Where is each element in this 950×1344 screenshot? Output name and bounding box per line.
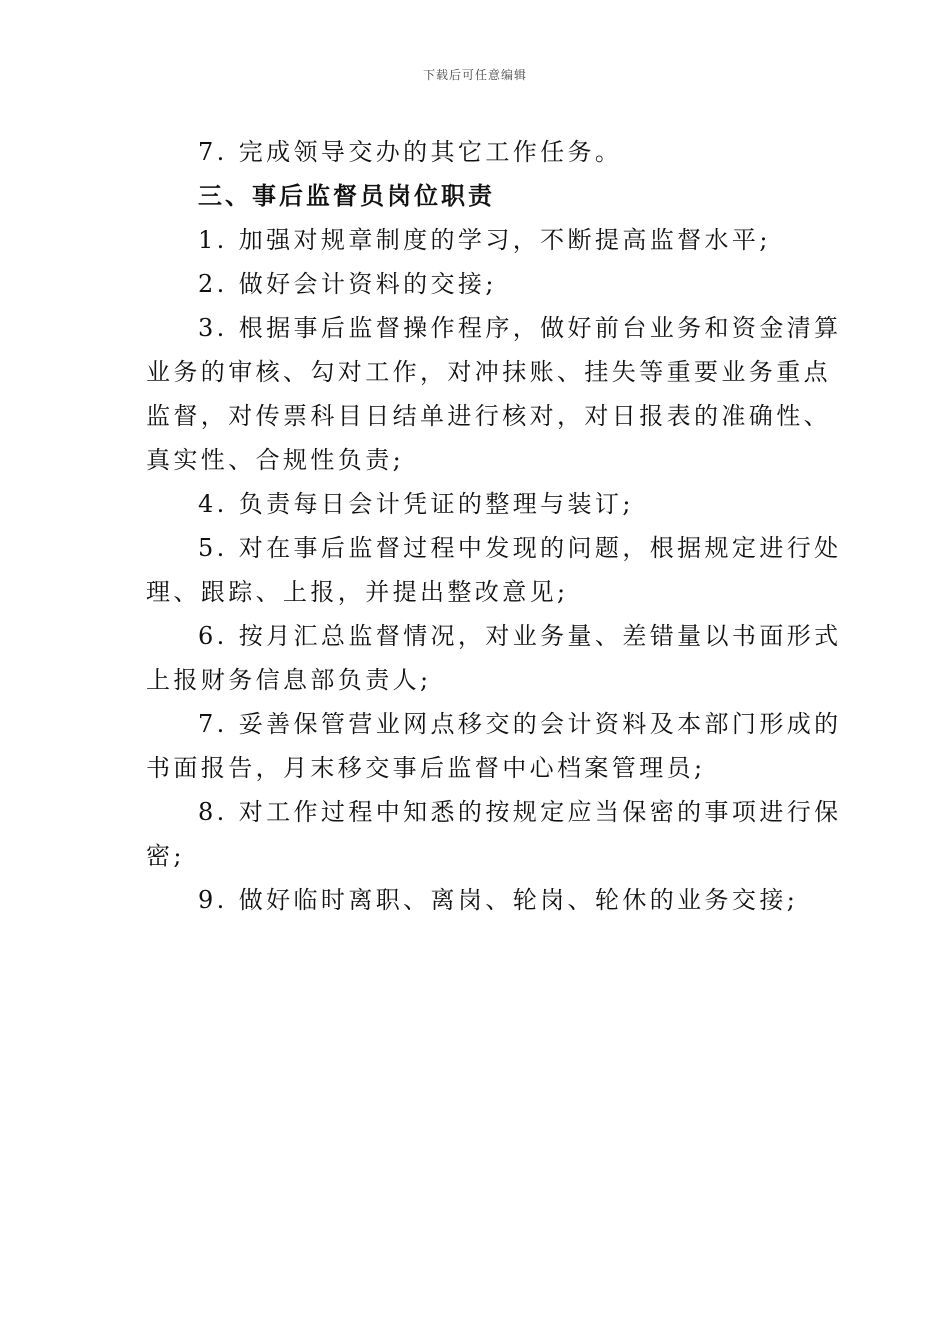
duty-item-7-line-2: 书面报告，月末移交事后监督中心档案管理员;: [146, 754, 706, 782]
list-item-previous-7: 7. 完成领导交办的其它工作任务。: [198, 138, 623, 166]
duty-item-3-line-4: 真实性、合规性负责;: [146, 446, 405, 474]
document-body: [146, 130, 842, 922]
duty-item-6-line-2: 上报财务信息部负责人;: [146, 666, 432, 694]
duty-item-3-line-3: 监督，对传票科目日结单进行核对，对日报表的准确性、: [146, 402, 831, 430]
duty-item-6-line-1: 6. 按月汇总监督情况，对业务量、差错量以书面形式: [198, 622, 842, 650]
duty-item-8-line-2: 密;: [146, 842, 185, 870]
page-header: 下载后可任意编辑: [422, 68, 527, 82]
duty-item-7-line-1: 7. 妥善保管营业网点移交的会计资料及本部门形成的: [198, 710, 842, 738]
duty-item-3-line-2: 业务的审核、勾对工作，对冲抹账、挂失等重要业务重点: [146, 358, 831, 386]
section-heading: 三、事后监督员岗位职责: [198, 181, 495, 210]
duty-item-4: 4. 负责每日会计凭证的整理与装订;: [198, 490, 634, 518]
duty-item-5-line-2: 理、跟踪、上报，并提出整改意见;: [146, 578, 569, 606]
duty-item-5-line-1: 5. 对在事后监督过程中发现的问题，根据规定进行处: [198, 534, 842, 562]
duty-item-9: 9. 做好临时离职、离岗、轮岗、轮休的业务交接;: [198, 886, 799, 914]
duty-item-1: 1. 加强对规章制度的学习，不断提高监督水平;: [198, 226, 771, 254]
duty-item-2: 2. 做好会计资料的交接;: [198, 270, 497, 298]
duty-item-3-line-1: 3. 根据事后监督操作程序，做好前台业务和资金清算: [198, 314, 842, 342]
duty-item-8-line-1: 8. 对工作过程中知悉的按规定应当保密的事项进行保: [198, 798, 842, 826]
